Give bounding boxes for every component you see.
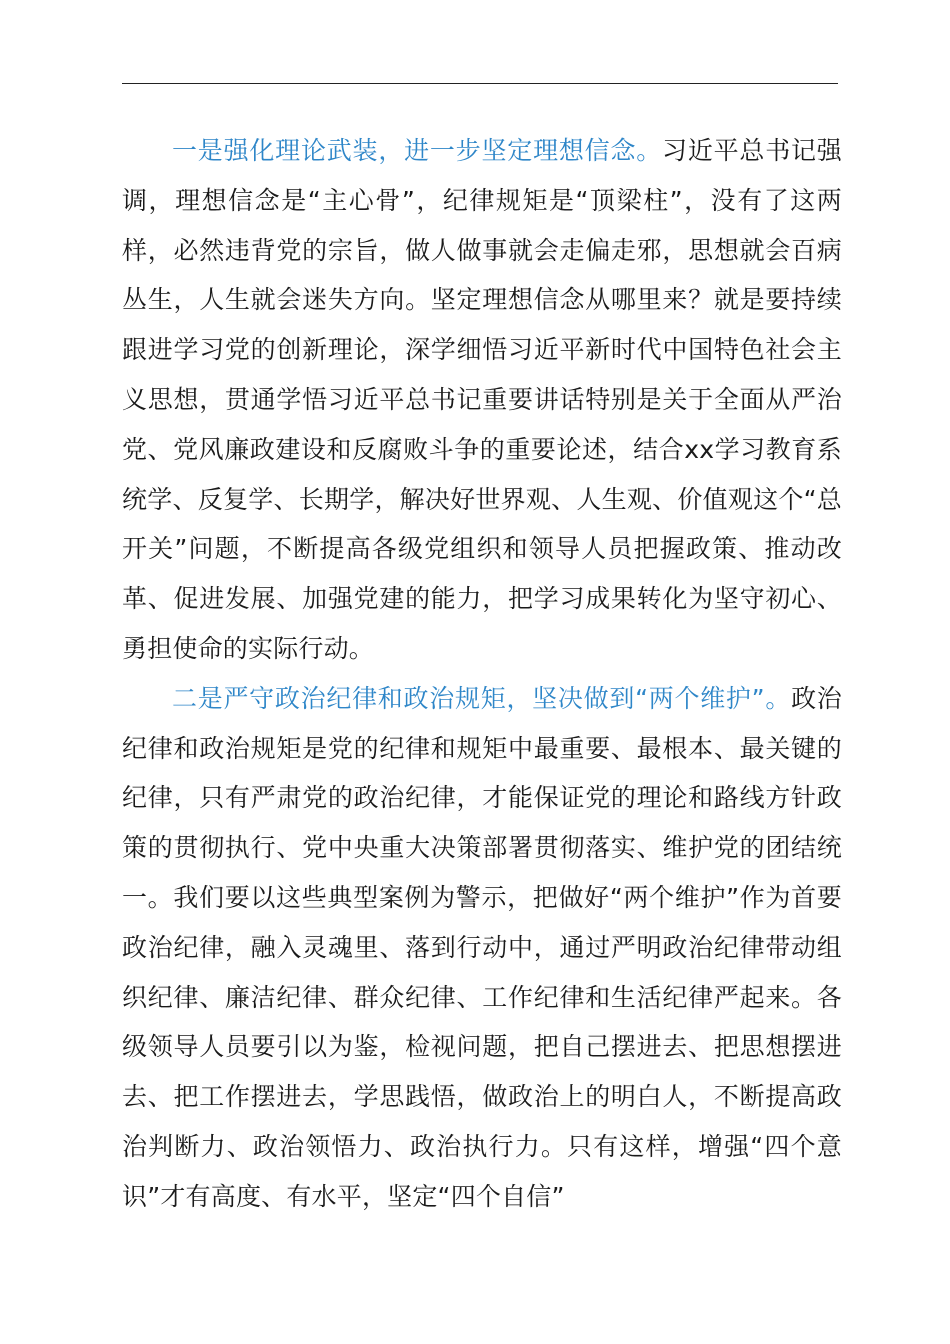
document-body (122, 126, 842, 1222)
paragraph-2 (122, 674, 842, 1222)
paragraph-2-body: 政治纪律和政治规矩是党的纪律和规矩中最重要、最根本、最关键的纪律，只有严肃党的政治纪律，才能保证党的理论和路线方针政策的贯彻执行、党中央重大决策部署贯彻落实、维护党的团结统一。我们要以这些典型案例为警示，把做好“两个维护”作为首要政治纪律，融入灵魂里、落到行动中，通过严明政治纪律带动组织纪律、廉洁纪律、群众纪律、工作纪律和生活纪律严起来。各级领导人员要引以为鉴，检视问题，把自己摆进去、把思想摆进去、把工作摆进去，学思践悟，做政治上的明白人，不断提高政治判断力、政治领悟力、政治执行力。只有这样，增强“四个意识”才有高度、有水平，坚定“四个自信” (122, 683, 843, 1211)
paragraph-1 (122, 126, 842, 674)
paragraph-1-body: 习近平总书记强调，理想信念是“主心骨”，纪律规矩是“顶梁柱”，没有了这两样，必然违背党的宗旨，做人做事就会走偏走邪，思想就会百病丛生，人生就会迷失方向。坚定理想信念从哪里来？就是要持续跟进学习党的创新理论，深学细悟习近平新时代中国特色社会主义思想，贯通学悟习近平总书记重要讲话特别是关于全面从严治党、党风廉政建设和反腐败斗争的重要论述，结合xx学习教育系统学、反复学、长期学，解决好世界观、人生观、价值观这个“总开关”问题，不断提高各级党组织和领导人员把握政策、推动改革、促进发展、加强党建的能力，把学习成果转化为坚守初心、勇担使命的实际行动。 (122, 136, 842, 663)
paragraph-1-heading: 一是强化理论武装，进一步坚定理想信念。 (172, 136, 663, 165)
header-rule (122, 83, 838, 84)
paragraph-2-heading: 二是严守政治纪律和政治规矩，坚决做到“两个维护”。 (172, 683, 792, 713)
